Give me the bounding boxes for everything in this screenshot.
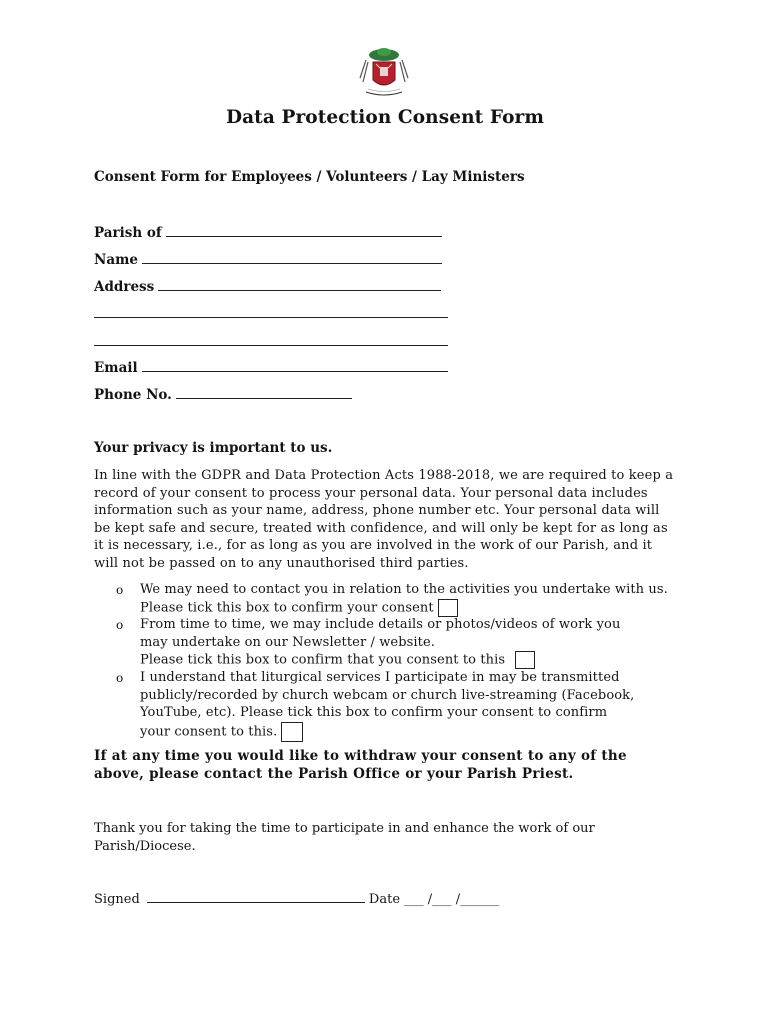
consent-instruction-text: Please tick this box to confirm your consent xyxy=(140,600,434,615)
bullet-marker: o xyxy=(116,671,124,685)
signature-line[interactable] xyxy=(147,890,365,903)
consent-instruction-text: Please tick this box to confirm that you consent to this xyxy=(140,652,506,668)
withdraw-notice: If at any time you would like to withdraw your consent to any of the above, please contact the Parish Office or your Parish Priest. xyxy=(94,748,627,782)
consent-text: From time to time, we may include details or photos/videos of work you may undertake on our Newsletter / website. xyxy=(140,617,621,650)
address-line-3[interactable] xyxy=(94,345,448,346)
consent-item-media xyxy=(140,616,650,669)
consent-text: We may need to contact you in relation to the activities you undertake with us. xyxy=(140,582,668,597)
consent-item-streaming xyxy=(140,669,640,742)
consent-instruction xyxy=(140,651,650,669)
email-input-line[interactable] xyxy=(142,359,448,372)
consent-instruction xyxy=(140,599,680,617)
date-line[interactable]: ___ /___ /______ xyxy=(404,892,500,907)
consent-text: I understand that liturgical services I participate in may be transmitted publicly/recorded by church webcam or church live-streaming (Facebook, YouTube, etc). Please tick this box to confirm your consent to confirm your consent to this. xyxy=(140,670,635,739)
bullet-marker: o xyxy=(116,583,124,597)
name-label: Name xyxy=(94,252,138,268)
phone-field xyxy=(94,386,352,403)
signed-label: Signed xyxy=(94,892,140,907)
diocesan-crest-icon xyxy=(356,46,412,102)
consent-checkbox-contact[interactable] xyxy=(438,599,458,617)
email-label: Email xyxy=(94,360,138,376)
address-field xyxy=(94,278,441,295)
privacy-heading: Your privacy is important to us. xyxy=(94,440,333,456)
thank-you-note: Thank you for taking the time to participate in and enhance the work of our Parish/Diocese. xyxy=(94,821,595,854)
consent-checkbox-media[interactable] xyxy=(515,651,535,669)
parish-label: Parish of xyxy=(94,225,162,241)
address-label: Address xyxy=(94,279,155,295)
date-label: Date xyxy=(368,892,401,907)
phone-label: Phone No. xyxy=(94,387,172,403)
form-subtitle: Consent Form for Employees / Volunteers / Lay Ministers xyxy=(94,169,525,185)
privacy-paragraph: In line with the GDPR and Data Protection Acts 1988-2018, we are required to keep a record of your consent to process your personal data. Your personal data includes information such as your name, address, phone number etc. Your personal data will be kept safe and secure, treated with confidence, and will only be kept for as long as it is necessary, i.e., for as long as you are involved in the work of our Parish, and it will not be passed on to any unauthorised third parties. xyxy=(94,468,674,571)
consent-checkbox-streaming[interactable] xyxy=(281,722,303,742)
page-title: Data Protection Consent Form xyxy=(225,107,545,128)
phone-input-line[interactable] xyxy=(176,386,352,399)
name-input-line[interactable] xyxy=(142,251,442,264)
name-field xyxy=(94,251,442,268)
address-line-2[interactable] xyxy=(94,317,448,318)
address-input-line[interactable] xyxy=(158,278,441,291)
bullet-marker: o xyxy=(116,618,124,632)
parish-field xyxy=(94,224,442,241)
consent-item-contact xyxy=(140,581,680,617)
signature-row xyxy=(94,890,499,907)
email-field xyxy=(94,359,448,376)
parish-input-line[interactable] xyxy=(166,224,442,237)
